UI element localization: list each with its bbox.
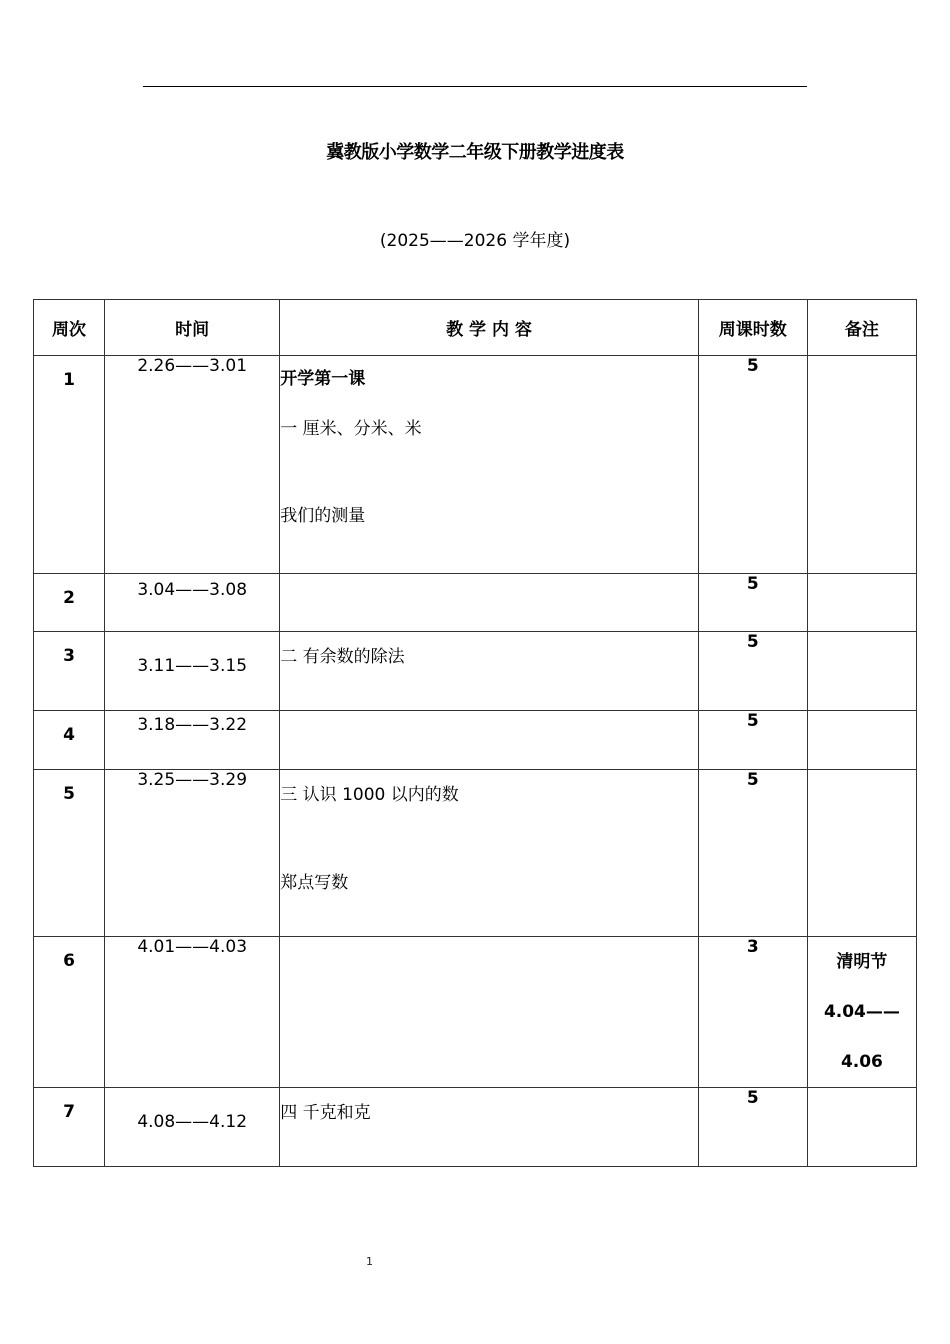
table-row [34, 937, 917, 1088]
content-cell [280, 356, 698, 574]
week-cell [34, 356, 105, 574]
table-row [34, 356, 917, 574]
week-cell [34, 770, 105, 937]
week-number: 6 [63, 951, 75, 971]
document-subtitle: (2025——2026 学年度) [379, 231, 571, 251]
content-cell [280, 937, 698, 1088]
content-line: 四 千克和克 [280, 1103, 371, 1123]
page-number: 1 [366, 1255, 373, 1268]
notes-cell [807, 356, 916, 574]
week-number: 7 [63, 1102, 75, 1122]
hours-cell: 5 [698, 574, 807, 632]
notes-cell [807, 937, 916, 1088]
time-cell: 3.25——3.29 [105, 770, 280, 937]
content-cell [280, 770, 698, 937]
hours-cell: 3 [698, 937, 807, 1088]
content-cell [280, 711, 698, 770]
week-cell [34, 632, 105, 711]
week-number: 2 [63, 588, 75, 608]
week-number: 4 [63, 725, 75, 745]
notes-cell [807, 1088, 916, 1167]
notes-cell [807, 574, 916, 632]
table-header-row [34, 300, 917, 356]
time-cell: 3.04——3.08 [105, 574, 280, 632]
week-number: 1 [63, 370, 75, 390]
teaching-schedule-table [33, 299, 917, 1167]
note-holiday: 清明节 [836, 952, 888, 972]
content-line: 一 厘米、分米、米 [280, 419, 422, 439]
hours-cell: 5 [698, 356, 807, 574]
content-line: 二 有余数的除法 [280, 647, 405, 667]
time-cell: 3.11——3.15 [105, 632, 280, 711]
document-title: 冀教版小学数学二年级下册教学进度表 [326, 142, 624, 163]
time-cell: 4.08——4.12 [105, 1088, 280, 1167]
header-hours: 周课时数 [698, 300, 807, 356]
week-cell [34, 711, 105, 770]
time-cell: 3.18——3.22 [105, 711, 280, 770]
content-cell [280, 1088, 698, 1167]
hours-cell: 5 [698, 1088, 807, 1167]
content-cell [280, 632, 698, 711]
notes-cell [807, 632, 916, 711]
table-row [34, 711, 917, 770]
time-cell: 4.01——4.03 [105, 937, 280, 1088]
notes-cell [807, 770, 916, 937]
note-date-end: 4.06 [840, 1052, 883, 1072]
content-line: 三 认识 1000 以内的数 [280, 785, 459, 805]
week-cell [34, 937, 105, 1088]
hours-cell: 5 [698, 770, 807, 937]
header-notes: 备注 [807, 300, 916, 356]
note-date-start: 4.04—— [823, 1002, 900, 1022]
table-row [34, 770, 917, 937]
header-content: 教 学 内 容 [280, 300, 698, 356]
table-row [34, 632, 917, 711]
content-cell [280, 574, 698, 632]
hours-cell: 5 [698, 632, 807, 711]
week-cell [34, 1088, 105, 1167]
table-row [34, 574, 917, 632]
notes-cell [807, 711, 916, 770]
week-number: 5 [63, 784, 75, 804]
content-line: 我们的测量 [280, 506, 366, 526]
header-week: 周次 [34, 300, 105, 356]
week-cell [34, 574, 105, 632]
header-time: 时间 [105, 300, 280, 356]
header-rule [143, 86, 807, 87]
hours-cell: 5 [698, 711, 807, 770]
table-row [34, 1088, 917, 1167]
content-line: 郑点写数 [280, 873, 349, 893]
week-number: 3 [63, 646, 75, 666]
content-line: 开学第一课 [280, 369, 366, 389]
time-cell: 2.26——3.01 [105, 356, 280, 574]
